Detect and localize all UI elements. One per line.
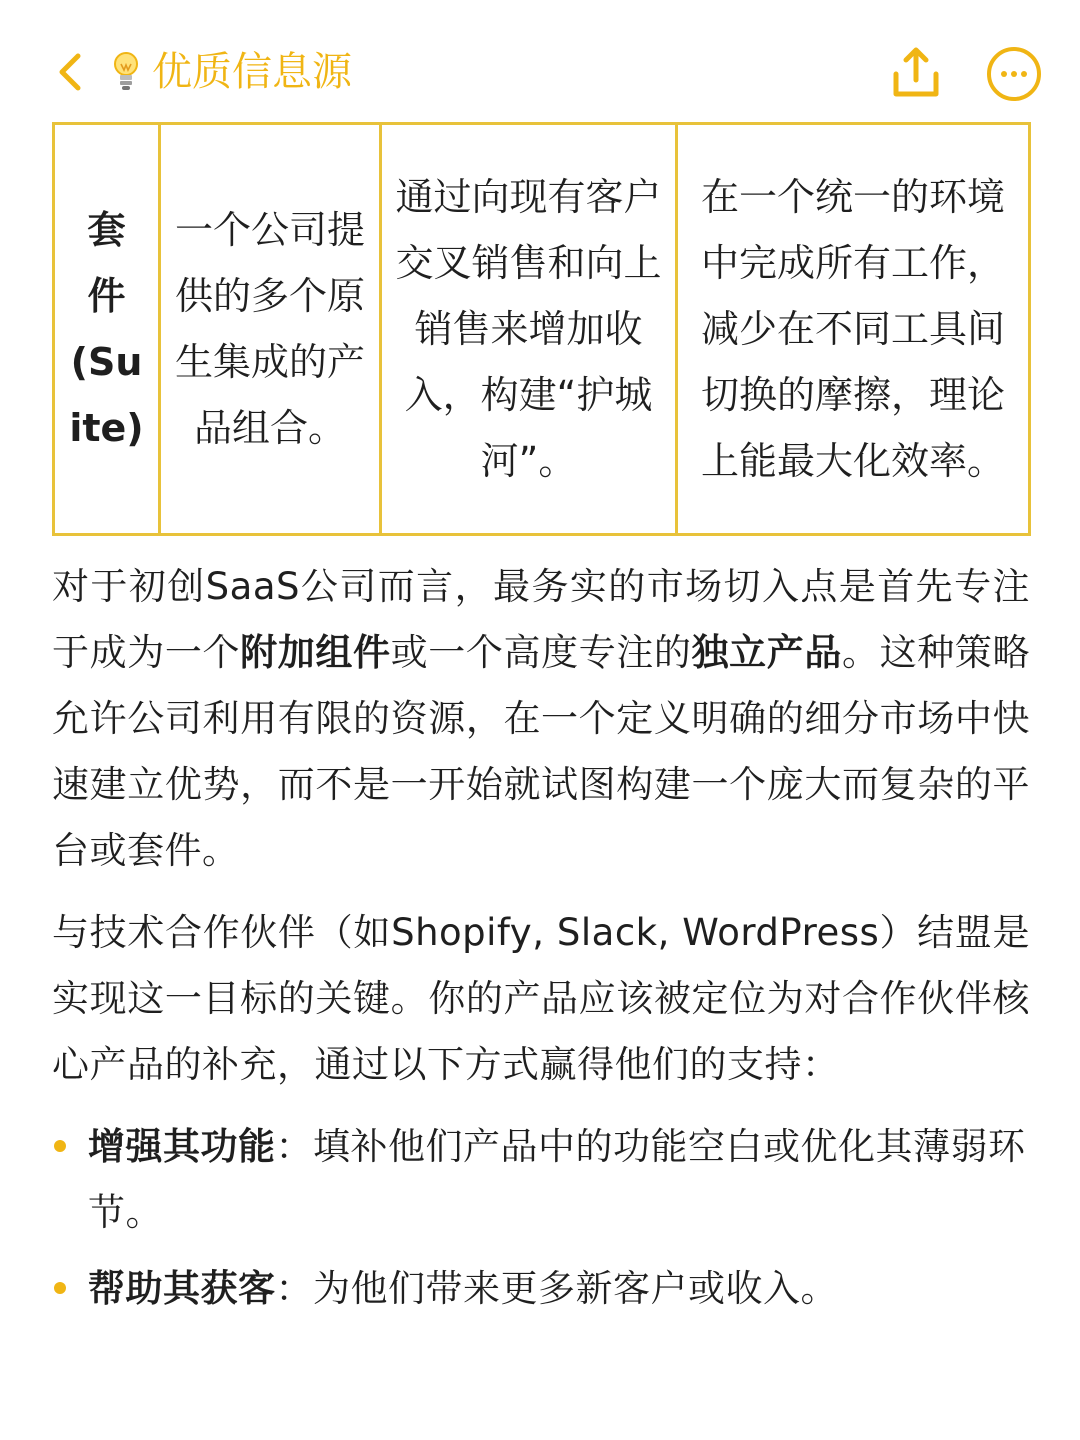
share-icon	[884, 40, 948, 104]
list-item	[52, 1256, 1030, 1322]
paragraph-partners: 与技术合作伙伴（如Shopify, Slack, WordPress）结盟是实现这一目标的关键。你的产品应该被定位为对合作伙伴核心产品的补充，通过以下方式赢得他们的支持：	[52, 911, 1030, 1086]
strategy-cell: 通过向现有客户交叉销售和向上销售来增加收入，构建“护城河”。	[381, 124, 677, 535]
term-line: 件	[87, 274, 126, 318]
article-body	[52, 554, 1030, 1322]
paragraph-text: 或一个高度专注的	[390, 631, 692, 674]
back-button[interactable]	[48, 44, 92, 100]
paragraph-startup-strategy	[52, 554, 1030, 884]
more-button[interactable]	[984, 44, 1044, 104]
term-line: (Su	[70, 340, 143, 384]
top-nav-bar	[0, 0, 1080, 120]
term-line: ite)	[69, 406, 144, 450]
definition-cell: 一个公司提供的多个原生集成的产品组合。	[160, 124, 381, 535]
lightbulb-icon	[108, 48, 144, 96]
suite-table	[52, 122, 1031, 536]
highlight-standalone: 独立产品	[691, 631, 843, 674]
bullet-label: 帮助其获客	[88, 1267, 276, 1310]
table-row	[54, 124, 1030, 535]
more-icon	[984, 44, 1044, 104]
paragraph-text: 对于初创SaaS公司而言，最务实的市场切入点是首先专注于成为一个	[52, 565, 1030, 674]
term-line: 套	[87, 208, 126, 252]
paragraph-text: 。这种策略允许公司利用有限的资源，在一个定义明确的细分市场中快速建立优势，而不是一开始就试图构建一个庞大而复杂的平台或套件。	[52, 631, 1031, 872]
bullet-list	[52, 1114, 1030, 1322]
share-button[interactable]	[884, 40, 948, 104]
bullet-label: 增强其功能	[88, 1125, 276, 1168]
bullet-dot-icon	[54, 1140, 66, 1152]
page-title-group	[108, 44, 352, 100]
bullet-text: ：为他们带来更多新客户或收入。	[275, 1267, 838, 1310]
bullet-text: ：填补他们产品中的功能空白或优化其薄弱环节。	[88, 1125, 1026, 1234]
bullet-dot-icon	[54, 1282, 66, 1294]
chevron-left-icon	[48, 44, 92, 100]
page-title: 优质信息源	[152, 49, 352, 95]
highlight-addon: 附加组件	[240, 631, 391, 674]
term-cell	[54, 124, 160, 535]
benefit-cell: 在一个统一的环境中完成所有工作，减少在不同工具间切换的摩擦，理论上能最大化效率。	[677, 124, 1030, 535]
list-item	[52, 1114, 1030, 1246]
